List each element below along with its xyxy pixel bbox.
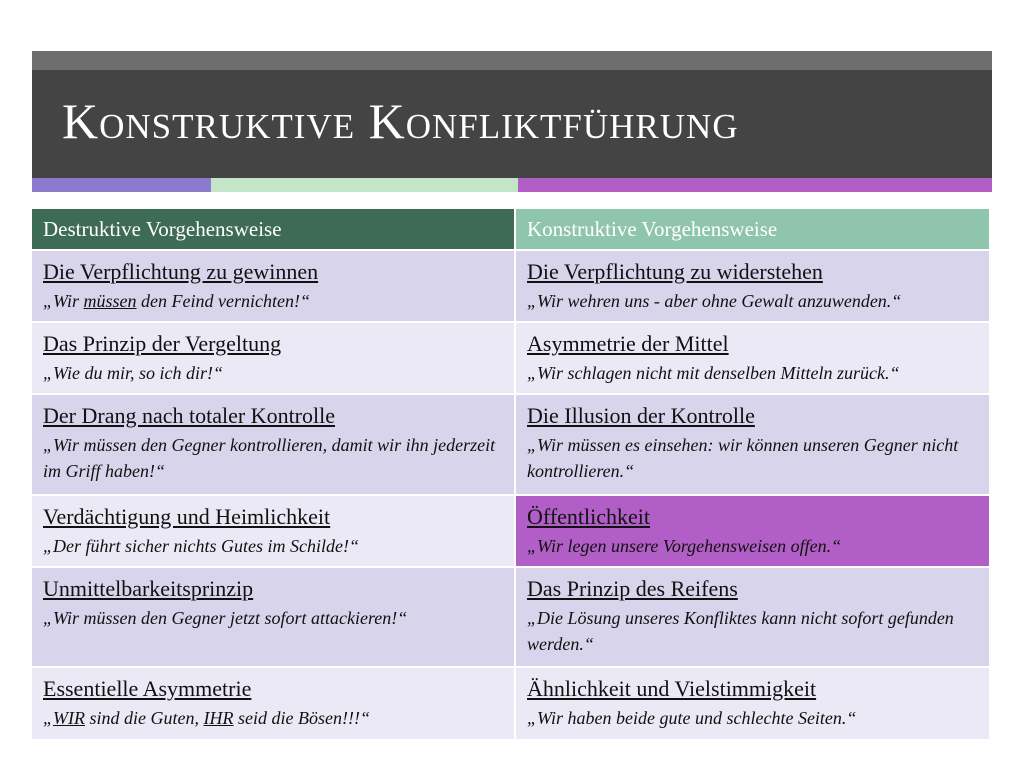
- header-constructive: Konstruktive Vorgehensweise: [516, 209, 989, 249]
- destructive-term: Das Prinzip der Vergeltung: [43, 331, 282, 356]
- accent-stripe-magenta: [518, 178, 992, 192]
- destructive-term: Verdächtigung und Heimlichkeit: [43, 504, 331, 529]
- constructive-quote: „Die Lösung unseres Konfliktes kann nicht sofort gefunden werden.“: [527, 608, 954, 655]
- table-row: [32, 249, 989, 321]
- constructive-quote: „Wir müssen es einsehen: wir können unseren Gegner nicht kontrollieren.“: [527, 435, 959, 482]
- table-row: [32, 566, 989, 666]
- constructive-cell: [516, 666, 989, 739]
- comparison-table: [32, 209, 989, 739]
- destructive-cell: [32, 393, 516, 494]
- slide-title: Konstruktive Konfliktführung: [62, 93, 739, 149]
- destructive-cell: [32, 566, 516, 666]
- constructive-quote: „Wir legen unsere Vorgehensweisen offen.“: [527, 536, 842, 557]
- table-row: [32, 321, 989, 393]
- accent-stripe-green: [211, 178, 518, 192]
- constructive-quote: „Wir haben beide gute und schlechte Seiten.“: [527, 708, 857, 729]
- table-row: [32, 494, 989, 566]
- destructive-term: Der Drang nach totaler Kontrolle: [43, 403, 335, 428]
- table-row: [32, 393, 989, 494]
- accent-stripe-purple: [32, 178, 211, 192]
- constructive-cell: [516, 249, 989, 321]
- constructive-term: Ähnlichkeit und Vielstimmigkeit: [527, 676, 817, 701]
- constructive-quote: „Wir schlagen nicht mit denselben Mitteln zurück.“: [527, 363, 900, 384]
- constructive-term: Asymmetrie der Mittel: [527, 331, 729, 356]
- constructive-term: Die Verpflichtung zu widerstehen: [527, 259, 823, 284]
- destructive-quote: „WIR sind die Guten, IHR seid die Bösen!!!“: [43, 708, 370, 729]
- constructive-quote: „Wir wehren uns - aber ohne Gewalt anzuwenden.“: [527, 291, 902, 312]
- constructive-cell-highlighted: [516, 494, 989, 566]
- destructive-quote: „Wie du mir, so ich dir!“: [43, 363, 224, 384]
- destructive-cell: [32, 249, 516, 321]
- constructive-cell: [516, 393, 989, 494]
- destructive-term: Essentielle Asymmetrie: [43, 676, 252, 701]
- destructive-term: Die Verpflichtung zu gewinnen: [43, 259, 319, 284]
- destructive-quote: „Wir müssen den Gegner kontrollieren, damit wir ihn jederzeit im Griff haben!“: [43, 435, 496, 482]
- destructive-term: Unmittelbarkeitsprinzip: [43, 576, 254, 601]
- top-gray-bar: [32, 51, 992, 70]
- destructive-quote: „Wir müssen den Feind vernichten!“: [43, 291, 310, 312]
- table-row: [32, 666, 989, 739]
- constructive-term: Die Illusion der Kontrolle: [527, 403, 755, 428]
- constructive-cell: [516, 321, 989, 393]
- table-header-row: [32, 209, 989, 249]
- constructive-term: Öffentlichkeit: [527, 504, 650, 529]
- constructive-term: Das Prinzip des Reifens: [527, 576, 738, 601]
- destructive-cell: [32, 666, 516, 739]
- destructive-quote: „Wir müssen den Gegner jetzt sofort attackieren!“: [43, 608, 408, 629]
- header-destructive: Destruktive Vorgehensweise: [32, 209, 516, 249]
- destructive-quote: „Der führt sicher nichts Gutes im Schilde!“: [43, 536, 359, 557]
- destructive-cell: [32, 321, 516, 393]
- destructive-cell: [32, 494, 516, 566]
- constructive-cell: [516, 566, 989, 666]
